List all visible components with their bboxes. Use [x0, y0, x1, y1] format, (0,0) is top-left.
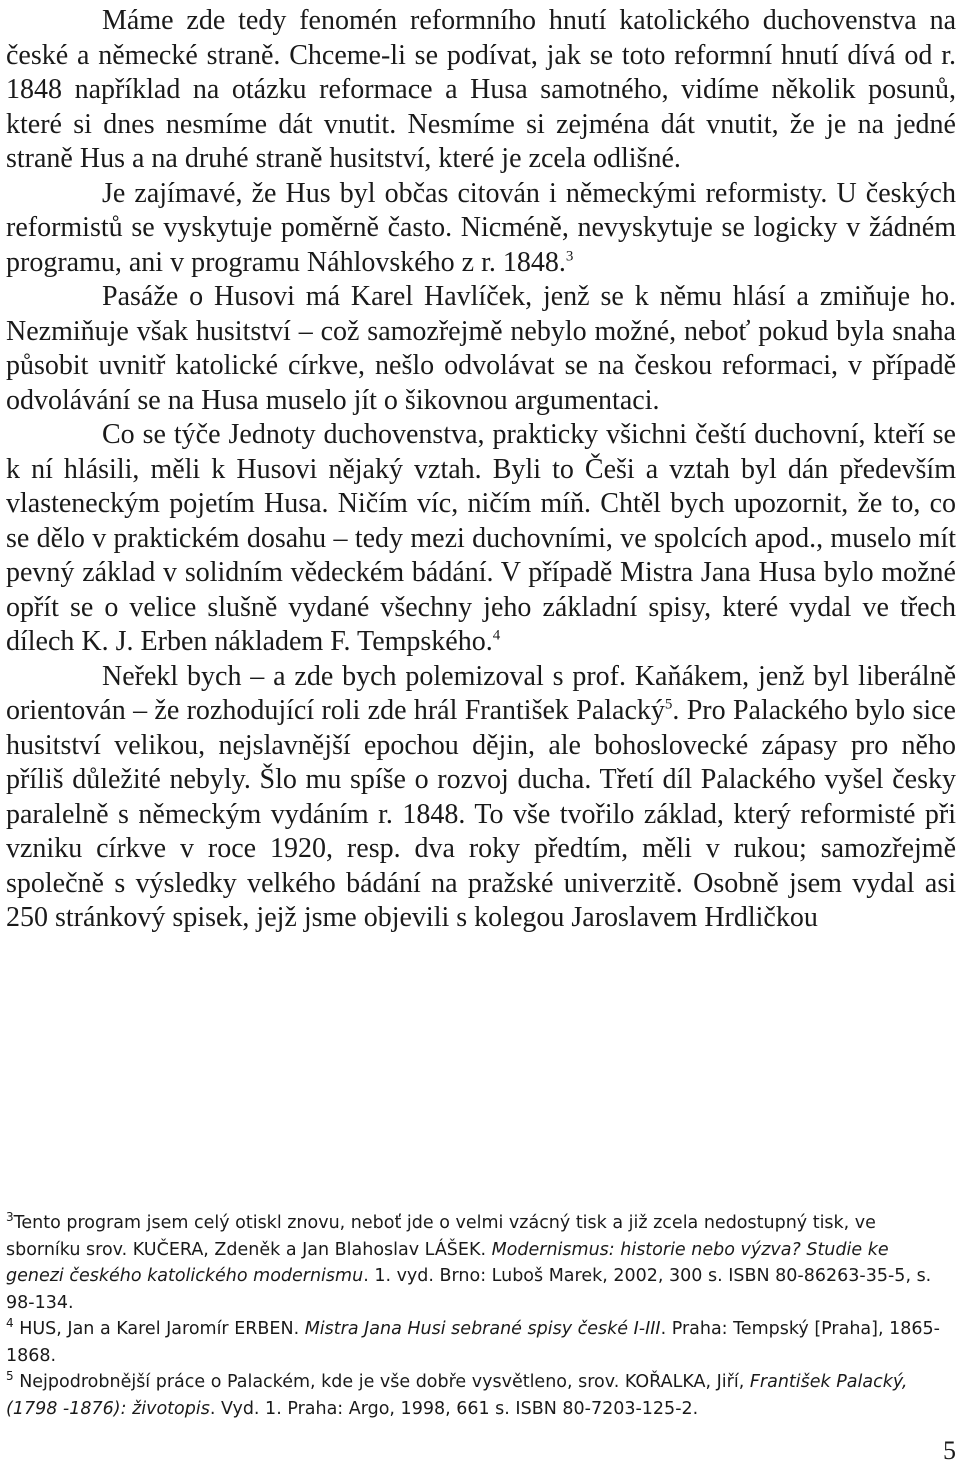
footnote-text: . Vyd. 1. Praha: Argo, 1998, 661 s. ISBN 80-7203-125-2. [209, 1398, 699, 1419]
paragraph-text: Máme zde tedy fenomén reformního hnutí katolického duchovenstva na české a německé straně. Chceme-li se podívat, jak se toto reformní hnutí dívá od r. 1848 například na otázku reformace a Husa samotného, vidíme několik posunů, které si dnes nesmíme dát vnutit. Nesmíme si zejména dát vnutit, že je na jedné straně Hus a na druhé straně husitství, které je zcela odlišné. [6, 5, 956, 174]
page-number: 5 [943, 1436, 956, 1465]
footnote-text: . Praha: Tempský [Praha], 1865-1868. [6, 1319, 940, 1366]
paragraph-4 [6, 418, 956, 660]
footnote-5 [6, 1369, 941, 1422]
footnote-text: . 1. vyd. Brno: Luboš Marek, 2002, 300 s. ISBN 80-86263-35-5, s. 98-134. [6, 1266, 932, 1313]
paragraph-2 [6, 177, 956, 281]
footnote-text: Nejpodrobnější práce o Palackém, kde je vše dobře vysvětleno, srov. KOŘALKA, Jiří, [13, 1372, 750, 1392]
footnote-number: 4 [6, 1316, 14, 1331]
footnote-text: HUS, Jan a Karel Jaromír ERBEN. [13, 1319, 305, 1339]
footnote-title: Modernismus: historie nebo výzva? Studie ke genezi českého katolického modernismu [6, 1239, 889, 1286]
footnote-number: 3 [6, 1210, 14, 1225]
paragraph-3 [6, 280, 956, 418]
footnotes [6, 1210, 941, 1422]
footnote-ref-5[interactable]: 5 [664, 696, 673, 713]
paragraph-text: . Pro Palackého bylo sice husitství velikou, nejslavnější epochou dějin, ale bohoslovecké zápasy pro něho příliš důležité nebyly. Šlo mu spíše o rozvoj ducha. Třetí díl Palackého vyšel česky paralelně s německým vydáním r. 1848. To vše tvořilo základ, který reformisté při vzniku církve v roce 1920, resp. dva roky předtím, měli v rukou; samozřejmě společně s výsledky velkého bádání na pražské univerzitě. Osobně jsem vydal asi 250 stránkový spisek, jejž jsme objevili s kolegou Jaroslavem Hrdličkou [6, 695, 956, 933]
footnote-4 [6, 1316, 941, 1369]
paragraph-1 [6, 4, 956, 177]
footnote-ref-3[interactable]: 3 [565, 248, 574, 265]
footnote-title: Mistra Jana Husi sebrané spisy české I-III [304, 1319, 661, 1339]
footnote-3 [6, 1210, 941, 1316]
footnote-title: František Palacký, (1798 -1876): životopis [6, 1372, 908, 1419]
body-text [6, 4, 956, 936]
footnote-number: 5 [6, 1369, 14, 1384]
paragraph-5 [6, 660, 956, 936]
paragraph-text: Co se týče Jednoty duchovenstva, prakticky všichni čeští duchovní, kteří se k ní hlásili, měli k Husovi nějaký vztah. Byli to Češi a vztah byl dán především vlasteneckým pojetím Husa. Ničím víc, ničím míň. Chtěl bych upozornit, že to, co se dělo v praktickém dosahu – tedy mezi duchovními, ve spolcích apod., muselo mít pevný základ v solidním vědeckém bádání. V případě Mistra Jana Husa bylo možné opřít se o velice slušně vydané všechny jeho základní spisy, které vydal ve třech dílech K. J. Erben nákladem F. Tempského. [6, 419, 956, 657]
paragraph-text: Pasáže o Husovi má Karel Havlíček, jenž se k němu hlásí a zmiňuje ho. Nezmiňuje však husitství – což samozřejmě nebylo možné, neboť pokud byla snaha působit uvnitř katolické církve, nešlo odvolávat se na českou reformaci, v případě odvolávání se na Husa muselo jít o šikovnou argumentaci. [6, 281, 956, 416]
paragraph-text: Je zajímavé, že Hus byl občas citován i německými reformisty. U českých reformistů se vyskytuje poměrně často. Nicméně, nevyskytuje se logicky v žádném programu, ani v programu Náhlovského z r. 1848. [6, 177, 956, 278]
footnote-text: Tento program jsem celý otiskl znovu, neboť jde o velmi vzácný tisk a již zcela nedostupný tisk, ve sborníku srov. KUČERA, Zdeněk a Jan Blahoslav LÁŠEK. [6, 1213, 876, 1260]
footnote-ref-4[interactable]: 4 [492, 627, 501, 644]
paragraph-text: Neřekl bych – a zde bych polemizoval s prof. Kaňákem, jenž byl liberálně orientován – že rozhodující roli zde hrál František Palacký [6, 660, 956, 726]
